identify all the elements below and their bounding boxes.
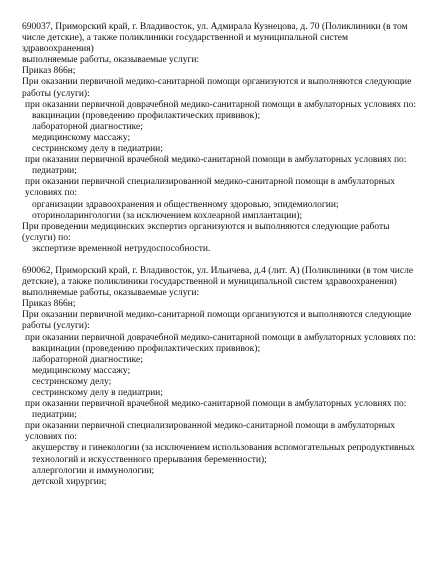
document-line: сестринскому делу;	[32, 376, 112, 387]
document-line: детской хирургии;	[32, 476, 107, 487]
document-line: сестринскому делу в педиатрии;	[32, 144, 163, 155]
document-line: оториноларингологии (за исключением кохлеарной имплантации);	[32, 210, 303, 221]
document-line: лабораторной диагностике;	[32, 354, 143, 365]
document-line: экспертизе временной нетрудоспособности.	[32, 243, 211, 254]
document-line: сестринскому делу в педиатрии;	[32, 388, 163, 398]
document-body	[22, 22, 420, 488]
address-section	[22, 22, 420, 255]
document-line: медицинскому массажу;	[32, 365, 131, 376]
document-line: выполняемые работы, оказываемые услуги:	[22, 55, 200, 66]
document-line: при оказании первичной специализированной медико-санитарной помощи в амбулаторных условиях по:	[25, 421, 395, 443]
address-heading: 690037, Приморский край, г. Владивосток, ул. Адмирала Кузнецова, д. 70 (Поликлиники (в том числе детские), а также поликлиники государственной и муниципальной систем здравоохранения)	[22, 22, 408, 55]
document-line: вакцинации (проведению профилактических прививок);	[32, 343, 261, 354]
document-line: Приказ 866н;	[22, 66, 76, 77]
document-line: аллергологии и иммунологии;	[32, 465, 155, 476]
document-line: при оказании первичной специализированной медико-санитарной помощи в амбулаторных условиях по:	[25, 177, 395, 199]
document-line: при оказании первичной врачебной медико-санитарной помощи в амбулаторных условиях по:	[25, 399, 407, 410]
document-line: лабораторной диагностике;	[32, 121, 143, 132]
document-line: медицинскому массажу;	[32, 132, 131, 143]
document-line: педиатрии;	[32, 166, 77, 177]
document-line: при оказании первичной доврачебной медико-санитарной помощи в амбулаторных условиях по:	[25, 332, 417, 343]
document-line: При проведении медицинских экспертиз организуются и выполняются следующие работы (услуги) по:	[22, 221, 390, 243]
document-line: При оказании первичной медико-санитарной помощи организуются и выполняются следующие работы (услуги):	[22, 77, 412, 99]
document-line: акушерству и гинекологии (за исключением использования вспомогательных репродуктивных технологий и искусственного прерывания беременности);	[32, 443, 415, 465]
document-line: педиатрии;	[32, 410, 77, 421]
document-line: При оказании первичной медико-санитарной помощи организуются и выполняются следующие работы (услуги):	[22, 310, 412, 332]
document-line: организации здравоохранения и общественному здоровью, эпидемиологии;	[32, 199, 339, 210]
document-line: вакцинации (проведению профилактических прививок);	[32, 110, 261, 121]
address-heading: 690062, Приморский край, г. Владивосток, ул. Ильичева, д.4 (лит. А) (Поликлиники (в том числе детские), а также поликлиники государственной и муниципальной систем здравоохранения)	[22, 265, 414, 288]
document-line: при оказании первичной доврачебной медико-санитарной помощи в амбулаторных условиях по:	[25, 99, 417, 110]
address-section	[22, 266, 420, 488]
document-line: при оказании первичной врачебной медико-санитарной помощи в амбулаторных условиях по:	[25, 155, 407, 166]
document-line: Приказ 866н;	[22, 299, 76, 310]
document-line: выполняемые работы, оказываемые услуги:	[22, 288, 200, 299]
